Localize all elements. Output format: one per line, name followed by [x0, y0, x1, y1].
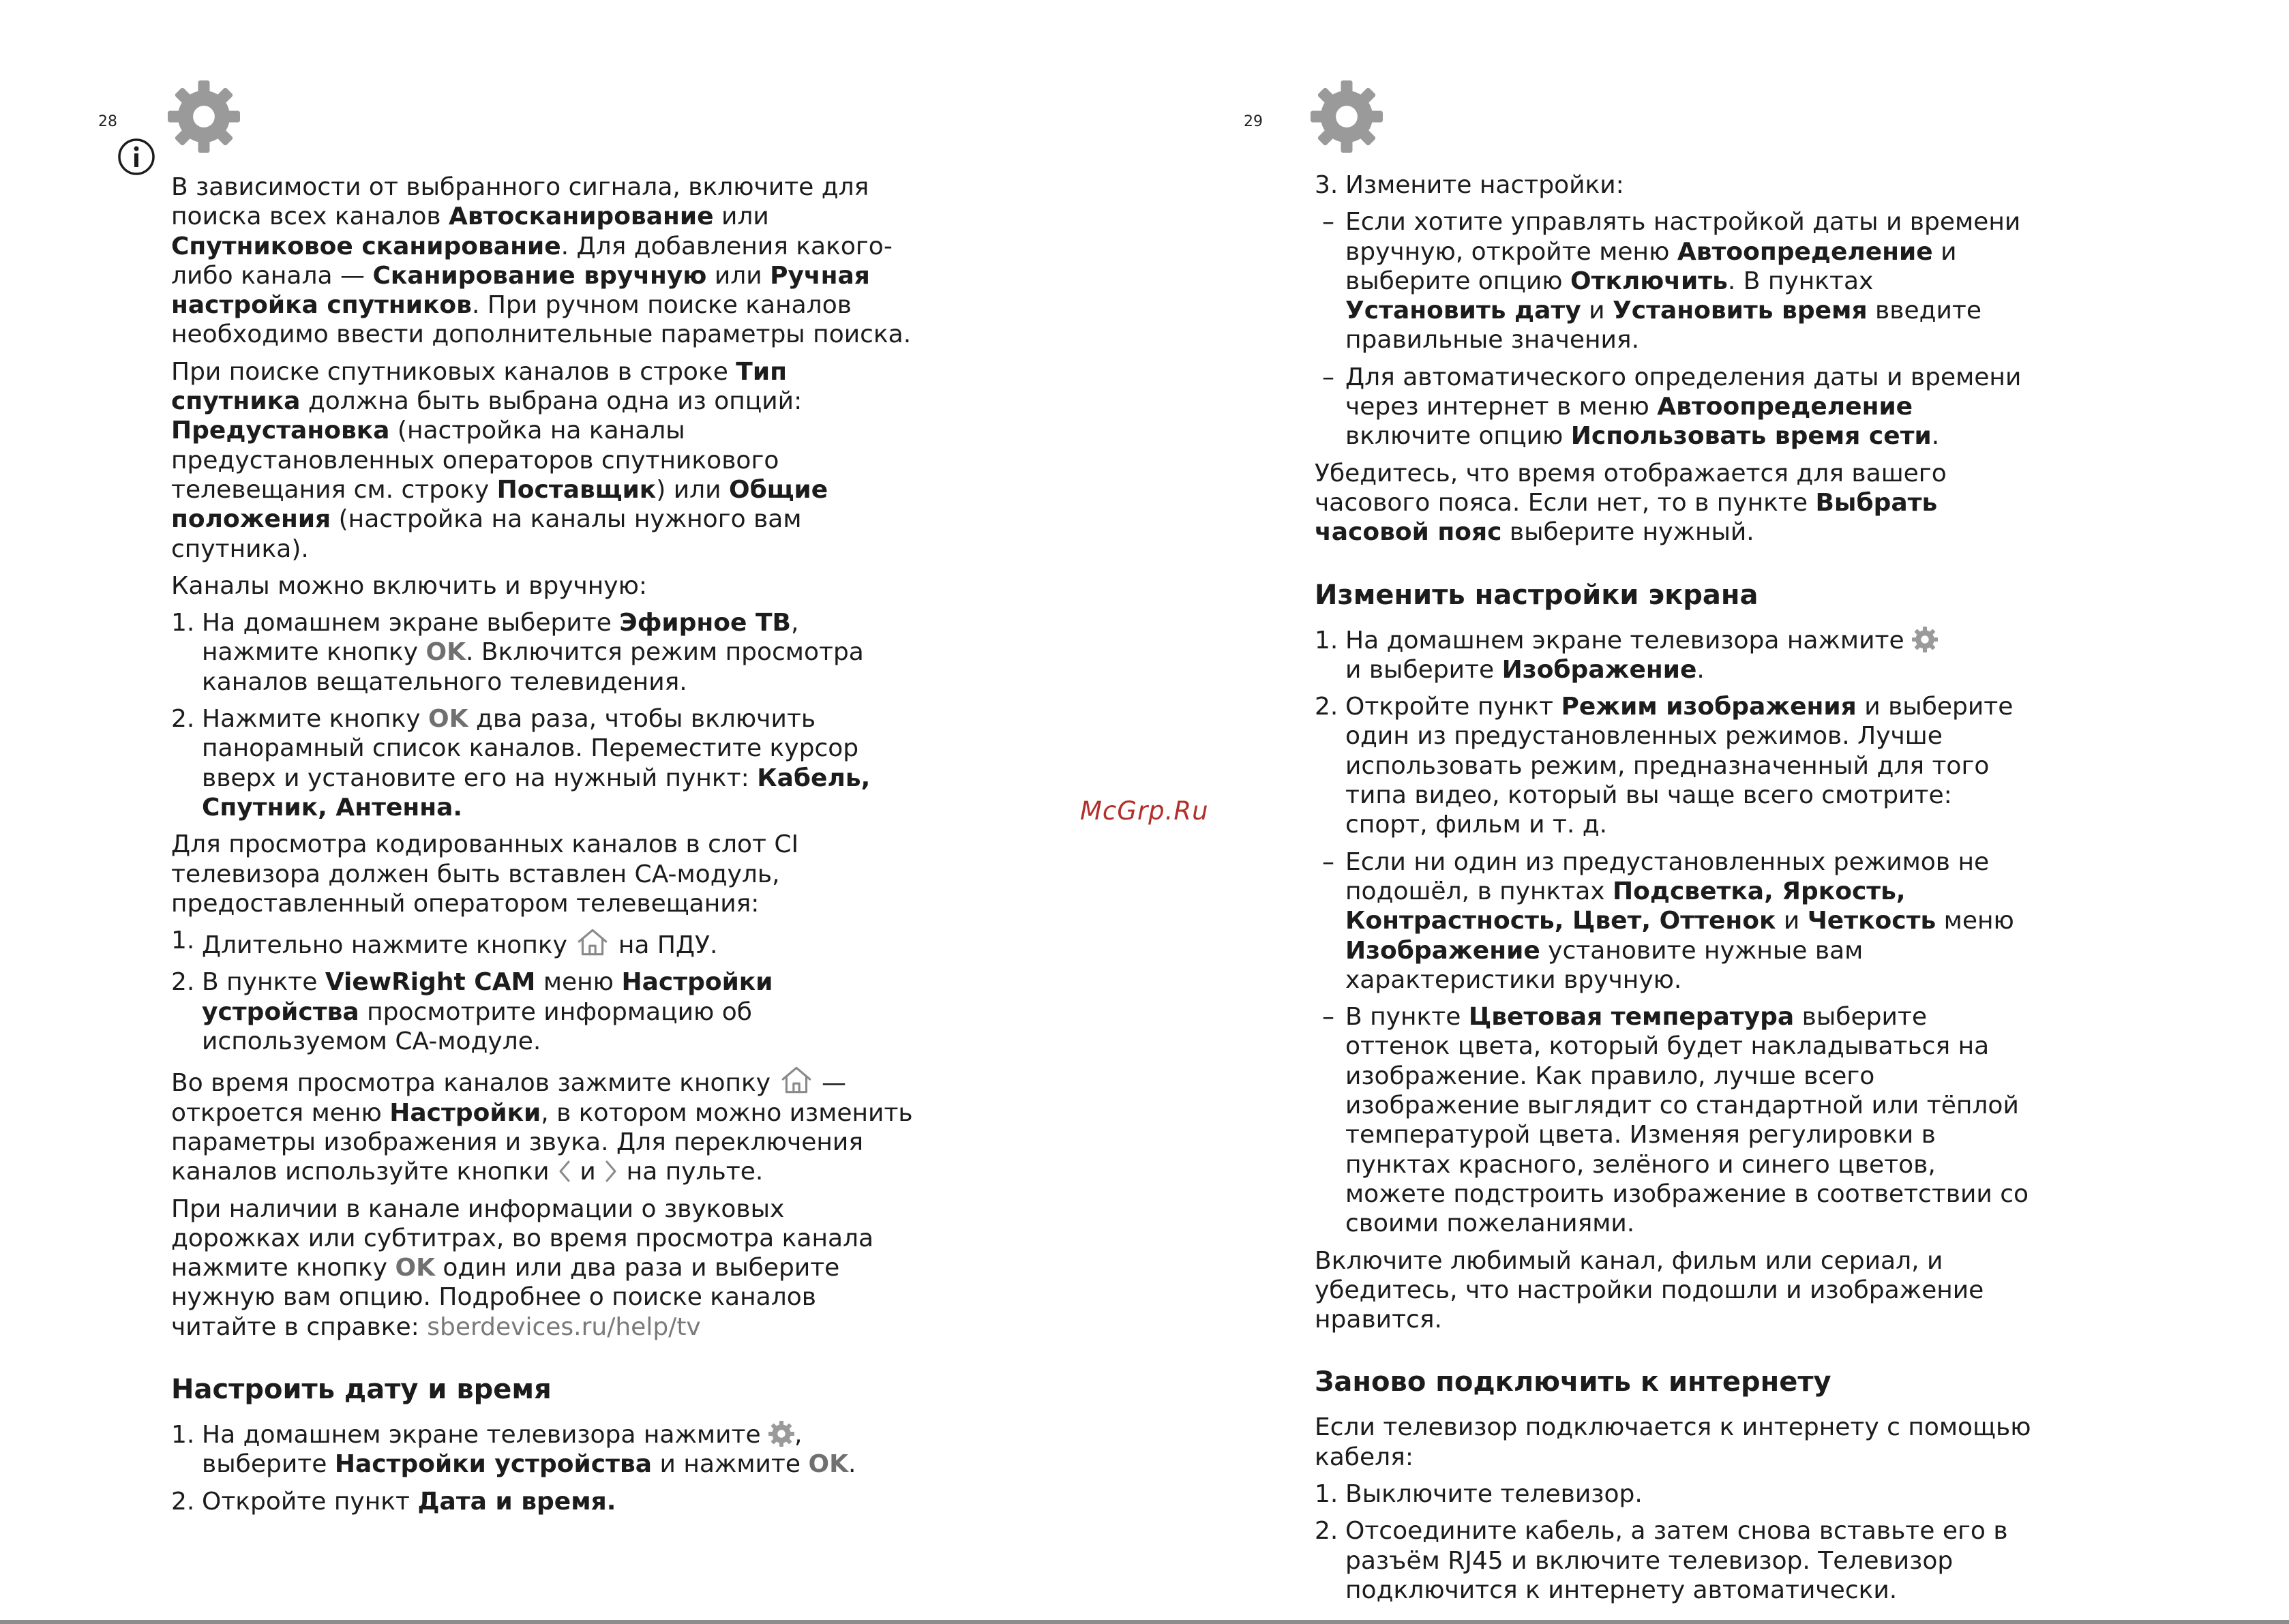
paragraph-enjoy: Включите любимый канал, фильм или сериал, и убедитесь, что настройки подошли и изображение нравится. — [1315, 1246, 1984, 1334]
watermark: McGrp.Ru — [1080, 796, 1209, 826]
paragraph-settings-menu: Во время просмотра каналов зажмите кнопку — откроется меню Настройки, в котором можно изменить параметры изображения и звука. Для переключения каналов используйте кнопки и на пульте. — [171, 1064, 914, 1186]
home-icon — [779, 1064, 814, 1095]
list-item: 2. Нажмите кнопку OK два раза, чтобы включить панорамный список каналов. Переместите курсор вверх и установите его на нужный пункт: Кабель, Спутник, Антенна. — [171, 705, 871, 822]
gear-icon — [168, 80, 240, 153]
heading-screen-settings: Изменить настройки экрана — [1315, 579, 1759, 611]
heading-date-time: Настроить дату и время — [171, 1373, 552, 1405]
left-column — [171, 172, 914, 1524]
paragraph-satellite: При поиске спутниковых каналов в строке Тип спутника должна быть выбрана одна из опций: Предустановка (настройка на каналы предустановленных операторов спутникового телевещания см. строку Поставщик) или Общие положения (настройка на каналы нужного вам спутника). — [171, 357, 828, 563]
list-item: 2. Откройте пункт Режим изображения и выберите один из предустановленных режимов. Лучше использовать режим, предназначенный для того типа видео, который вы чаще всего смотрите: спорт, фильм и т. д. — [1315, 693, 2014, 839]
home-icon — [575, 926, 610, 957]
list-cam-steps — [171, 926, 914, 1056]
bullets-picture-settings — [1315, 847, 2037, 1239]
list-step-3 — [1315, 170, 2037, 200]
list-item: 2. В пункте ViewRight CAM меню Настройки устройства просмотрите информацию об используемом CA-модуле. — [171, 968, 773, 1056]
right-column — [1315, 170, 2037, 1612]
list-item: 1. На домашнем экране телевизора нажмите , выберите Настройки устройства и нажмите OK. — [171, 1420, 856, 1479]
list-item: 2. Отсоедините кабель, а затем снова вставьте его в разъём RJ45 и включите телевизор. Телевизор подключится к интернету автоматически. — [1315, 1517, 2008, 1604]
chevron-right-icon — [603, 1159, 618, 1184]
chevron-left-icon — [557, 1159, 572, 1184]
list-item: 3. Измените настройки: — [1315, 171, 1624, 199]
list-screen-steps — [1315, 626, 2037, 840]
list-item: 1. Длительно нажмите кнопку на ПДУ. — [171, 927, 718, 960]
paragraph-cable: Если телевизор подключается к интернету с помощью кабеля: — [1315, 1413, 2031, 1471]
page-number-right: 29 — [1244, 113, 1263, 130]
bullet-item: – В пункте Цветовая температура выберите оттенок цвета, который будет накладываться на изображение. Как правило, лучше всего изображение выглядит со стандартной или тёплой температурой цвета. Изменяя регулировки в пунктах красного, зелёного и синего цветов, можете подстроить изображение в соответствии со своими пожеланиями. — [1322, 1003, 2029, 1238]
heading-reconnect: Заново подключить к интернету — [1315, 1366, 1831, 1398]
page-number-left: 28 — [98, 113, 117, 130]
paragraph-audio-subtitles: При наличии в канале информации о звуковых дорожках или субтитрах, во время просмотра канала нажмите кнопку OK один или два раза и выберите нужную вам опцию. Подробнее о поиске каналов читайте в справке: sberdevices.ru/help/tv — [171, 1194, 874, 1341]
paragraph-ci-module: Для просмотра кодированных каналов в слот CI телевизора должен быть вставлен CA-модуль, предоставленный оператором телевещания: — [171, 830, 799, 918]
gear-icon — [1912, 627, 1938, 652]
paragraph-scan-modes: В зависимости от выбранного сигнала, включите для поиска всех каналов Автосканирование или Спутниковое сканирование. Для добавления какого-либо канала — Сканирование вручную или Ручная настройка спутников. При ручном поиске каналов необходимо ввести дополнительные параметры поиска. — [171, 173, 912, 349]
gear-icon — [768, 1421, 794, 1447]
list-date-steps — [171, 1420, 914, 1516]
bullet-item: – Если хотите управлять настройкой даты и времени вручную, откройте меню Автоопределение и выберите опцию Отключить. В пунктах Установить дату и Установить время введите правильные значения. — [1322, 208, 2021, 355]
list-reconnect-steps — [1315, 1479, 2037, 1605]
list-item: 1. На домашнем экране телевизора нажмите и выберите Изображение. — [1315, 626, 2037, 685]
list-item: 1. На домашнем экране выберите Эфирное ТВ, нажмите кнопку OK. Включится режим просмотра каналов вещательного телевидения. — [171, 609, 864, 696]
list-manual-steps — [171, 608, 914, 822]
gear-icon — [1311, 80, 1383, 153]
bullet-item: – Для автоматического определения даты и времени через интернет в меню Автоопределение включите опцию Использовать время сети. — [1322, 363, 2022, 451]
bullet-item: – Если ни один из предустановленных режимов не подошёл, в пунктах Подсветка, Яркость, Контрастность, Цвет, Оттенок и Четкость меню Изображение установите нужные вам характеристики вручную. — [1322, 847, 2014, 994]
list-item: 2. Откройте пункт Дата и время. — [171, 1487, 616, 1516]
paragraph-timezone-note: Убедитесь, что время отображается для вашего часового пояса. Если нет, то в пункте Выбрать часовой пояс выберите нужный. — [1315, 459, 1947, 547]
bullets-date-settings — [1315, 207, 2037, 451]
list-item: 1. Выключите телевизор. — [1315, 1479, 1643, 1508]
info-icon — [116, 136, 157, 177]
help-link[interactable]: sberdevices.ru/help/tv — [427, 1312, 701, 1341]
paragraph-manual: Каналы можно включить и вручную: — [171, 571, 648, 600]
bottom-rule — [0, 1620, 2289, 1624]
